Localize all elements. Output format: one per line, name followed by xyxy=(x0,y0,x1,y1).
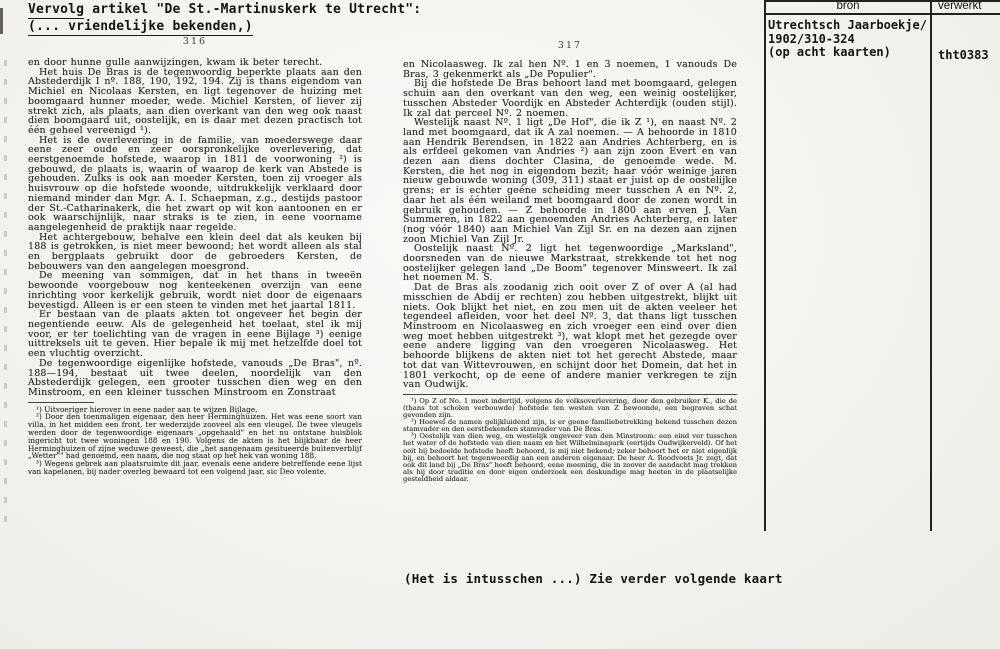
footnote: ¹) Uitvoeriger hierover in eene nader aan te wijzen Bijlage. xyxy=(36,404,258,414)
bron-cell xyxy=(768,19,927,60)
scan-artifact-edge xyxy=(4,60,7,530)
bron-cell-line: (op acht kaarten) xyxy=(768,45,891,59)
paragraph: De tegenwoordige eigenlijke hofstede, vanouds „De Bras", nº. 188—194, bestaat uit twee deelen, noordelijk van den Abstederdijk gelegen, een grooter tusschen dien weg en den Minstroom, en een kleiner tusschen Minstroom en Zonstraat xyxy=(28,357,362,398)
footnote: ³) Wegens gebrek aan plaatsruimte dit jaar, evenals eene andere betreffende eene lijst van kapelanen, bij nader overleg bewaard tot een volgend jaar, sic Deo volente. xyxy=(28,459,362,476)
page-317-body xyxy=(403,60,737,390)
book-page-317 xyxy=(403,40,737,483)
column-header-verwerkt: verwerkt xyxy=(938,0,982,12)
typed-header-line2 xyxy=(28,18,421,35)
table-header-separator xyxy=(764,13,1000,15)
bron-cell-line: 1902/310-324 xyxy=(768,31,855,46)
typed-header-line1-rest: artikel "De St.-Martinuskerk te Utrecht": xyxy=(84,2,422,17)
page-number-317: 317 xyxy=(557,40,583,51)
verwerkt-cell: tht0383 xyxy=(938,48,989,62)
table-column-divider xyxy=(930,0,932,531)
column-header-bron: bron xyxy=(836,0,860,12)
typed-header-line1 xyxy=(28,1,421,18)
paragraph: Westelijk naast Nº. 1 ligt „De Hof", die ik Z ¹), en naast Nº. 2 land met boomgaard, dat ik A zal noemen. — A behoorde in 1810 aan Hendrik Berendsen, in 1822 aan Andries Achterberg, en is als erfdeel gekomen van Andries ²) aan zijn zoon Evert en van dezen aan diens dochter Clasina, de genoemde wede. M. Kersten, die het nog in eigendom bezit; haar vóór weinige jaren nieuw gebouwde woning (309, 311) staat er juist op de oostelijke grens; er is echter geéne scheiding meer tusschen A en Nº. 2, daar het als één weiland met boomgaard door de zonen wordt in gebruik gehouden. — Z behoorde in 1800 aan erven J. Van Summeren, in 1822 aan genoemden Andries Achterberg, en later (nog vóór 1840) aan Michiel Van Zijl Sr. en na dezen aan zijnen zoon Michiel Van Zijl Jr. xyxy=(403,117,737,245)
scan-artifact-corner xyxy=(0,8,3,34)
footnote: ²) Hoewel de namen gelijkluidend zijn, is er geene familiebetrekking bekend tusschen dezen stamvader en den eerstbekenden stamvader van De Bras. xyxy=(403,418,737,434)
footnote-separator-short xyxy=(28,402,94,403)
paragraph: Oostelijk naast Nº. 2 ligt het tegenwoordige „Marksland", doorsneden van de nieuwe Markstraat, strekkende tot het nog oostelijker gelegen land „De Boom" tegenover Minsweert. Ik zal het noemen M. S. xyxy=(403,243,737,284)
paragraph: en door hunne gulle aanwijzingen, kwam ik beter terecht. xyxy=(28,57,323,68)
paragraph: De meening van sommigen, dat in het thans in tweeën bewoonde voorgebouw nog kenteekenen overzijn van eene inrichting voor kerkelijk gebruik, wordt niet door de eigenaars bevestigd. Alleen is er een steen te vinden met het jaartal 1811. xyxy=(28,270,362,311)
typed-header-line2-text: (... vriendelijke bekenden,) xyxy=(28,19,253,34)
paragraph: Dat de Bras als zoodanig zich ooit over Z of over A (al had misschien de Abdij er rechten) zou hebben uitgestrekt, blijkt uit niets. Ook blijkt het niet, en zou men uit de akten veeleer het tegendeel afleiden, voor het deel Nº. 3, dat thans ligt tusschen Minstroom en Nicolaasweg en zich vroeger een eind over dien weg moet hebben uitgestrekt ³), wat klopt met het gezegde over eene andere ligging van den vroegeren Nicolaasweg. Het behoorde blijkens de akten niet tot het gerecht Abstede, maar tot dat van Wittevrouwen, en schijnt door het Domein, dat het in 1801 verkocht, op de eene of andere manier verkregen te zijn van Oudwijk. xyxy=(403,282,737,391)
footnote-separator-full xyxy=(403,394,737,395)
footnote: ¹) Op Z of No. 1 moet indertijd, volgens de volksoverlevering, door den gebruiker K., die de (thans tot scholen verbouwde) hofstede ten westen van Z bewoonde, een begraven schat gevonden zijn. xyxy=(403,396,737,420)
page-number-316: 316 xyxy=(182,36,208,47)
footnote: ³) Oostelijk van dien weg, en westelijk ongeveer van den Minstroom: een eind ver tusschen het water of de hofstede van dien naam en het Wilhelminapark (eertijds Oudwijkerveld). Of het ooit bij bedoelde hofstede heeft behoord, is mij niet bekend; zeker behoort het er niet eigenlijk bij, en behoort het tegenwoordig aan een anderen eigenaar. De heer A. Roodvoets Jr. zegt, dat ook dit land bij „De Bras" heeft behoord, eene meening, die in zoover de aandacht mag trekken als hij door traditie en door eigen onderzoek een deskundige mag heeten in de plaatselijke gesteldheid aldaar. xyxy=(403,432,737,483)
book-page-316 xyxy=(28,36,362,476)
footnote: ²) Door den toenmaligen eigenaar, den heer Herminghuizen. Het was eene soort van villa, in het midden een front, ter wederzijde zooveel als een vleugel. De twee vleugels werden door de tegenwoordige eigenaars „opgehaald" en het nu ontstane huisblok ingericht tot twee woningen 188 en 190. Volgens de akten is het blijkbaar de heer Herminghuizen of zijne weduwe geweest, die „het aangenaam gesitueerde buitenverblijf „Wetter"" had genoemd, een naam, die nog staat op het hek van woning 188. xyxy=(28,412,362,461)
page-317-footnotes xyxy=(403,398,737,483)
paragraph: Bij die hofstede De Bras behoort land met boomgaard, gelegen schuin aan den overkant van den weg, een weinig oostelijker, tusschen Absteder Voordijk en Absteder Achterdijk (ouden stijl). Ik zal dat perceel Nº. 2 noemen. xyxy=(403,78,737,119)
bron-cell-line: Utrechtsch Jaarboekje/ xyxy=(768,18,927,32)
paragraph: Er bestaan van de plaats akten tot ongeveer het begin der negentiende eeuw. Als de gelegenheid het toelaat, stel ik mij voor, er ter toelichting van de vragen in eene Bijlage ³) eenige uittreksels uit te geven. Hier bepale ik mij met hetzelfde doel tot een vluchtig overzicht. xyxy=(28,309,362,360)
page-316-body xyxy=(28,58,362,398)
typed-header xyxy=(28,1,421,35)
paragraph: Het achtergebouw, behalve een klein deel dat als keuken bij 188 is getrokken, is niet meer bewoond; het wordt alleen als stal en bergplaats gebruikt door de gebroeders Kersten, de bebouwers van den aangelegen moesgrond. xyxy=(28,231,362,272)
paragraph: en Nicolaasweg. Ik zal hen Nº. 1 en 3 noemen, 1 vanouds De Bras, 3 gekenmerkt als „De Populier". xyxy=(403,59,737,80)
paragraph: Het is de overlevering in de familie, van moederswege daar eene zeer oude en zeer oorspronkelijke overlevering, dat eerstgenoemde hofstede, waarop in 1811 de voorwoning ²) is gebouwd, de plaats is, waarin of waarop de kerk van Abstede is gehouden. Zulks is ook aan moeder Kersten, toen zij vroeger als huisvrouw op die hofstede woonde, uitdrukkelijk verklaard door niemand minder dan Mgr. A. I. Schaepman, z.g., destijds pastoor der St.-Catharinakerk, die het zwart op wit kon aantoonen en er ook waarschijnlijk, naar straks is te zien, in eene voorname aangelegenheid de praktijk naar regelde. xyxy=(28,134,362,233)
typed-header-underlined-word: Vervolg xyxy=(28,2,85,17)
paragraph: Het huis De Bras is de tegenwoordig beperkte plaats aan den Abstederdijk I nº. 188, 190, 192, 194. Zij is thans eigendom van Michiel en Nicolaas Kersten, en ligt tegenover de huizing met boomgaard hunner moeder, wede. Michiel Kersten, of liever zij strekt zich, als plaats, aan dien overkant van den weg ook naast dien boomgaard uit, oostelijk, en is daar met dezen practisch tot één geheel vereenigd ¹). xyxy=(28,66,362,136)
table-left-border xyxy=(764,0,766,531)
typed-bottom-note: (Het is intusschen ...) Zie verder volgende kaart xyxy=(404,571,783,586)
page-316-footnotes xyxy=(28,406,362,476)
